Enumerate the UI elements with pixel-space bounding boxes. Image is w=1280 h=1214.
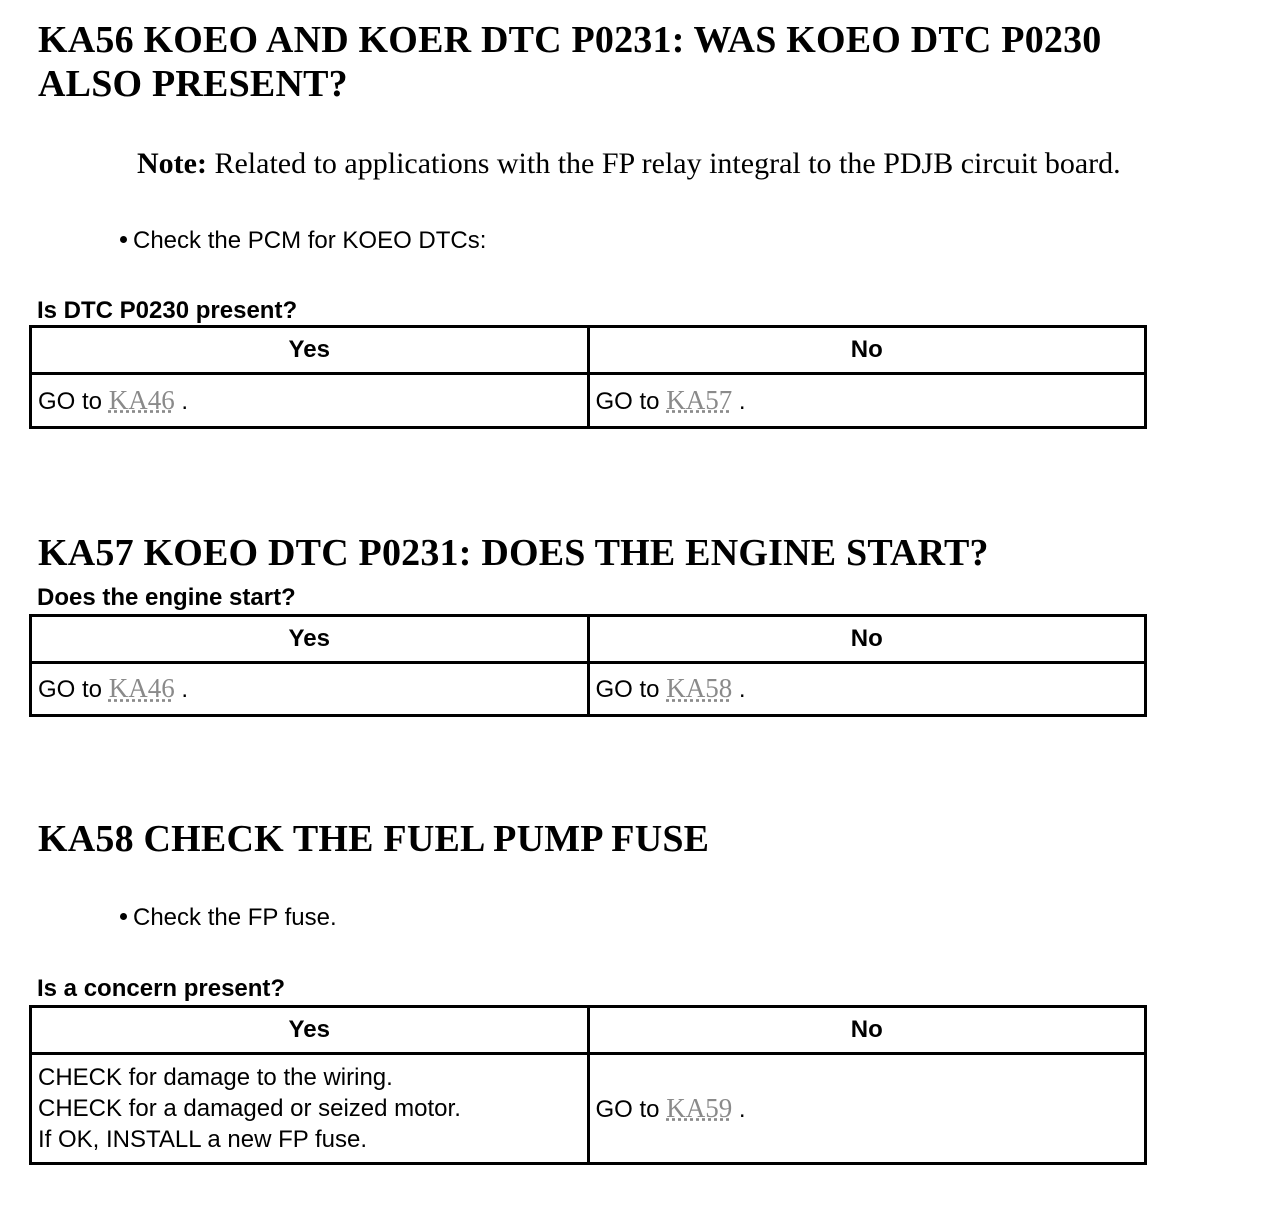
- no-prefix: GO to: [595, 387, 660, 415]
- yes-header: Yes: [31, 616, 589, 663]
- table-row: [31, 374, 1146, 428]
- yes-suffix: .: [181, 676, 189, 703]
- no-header: No: [588, 327, 1146, 374]
- table-header-row: [31, 616, 1146, 663]
- no-suffix: .: [738, 1095, 746, 1123]
- no-header: No: [588, 1007, 1146, 1054]
- yes-no-table-ka58: [29, 1005, 1147, 1165]
- link-ka46[interactable]: KA46: [108, 384, 175, 415]
- link-ka46[interactable]: KA46: [108, 673, 175, 703]
- note-text: Related to applications with the FP relay integral to the PDJB circuit board.: [214, 147, 1121, 180]
- no-suffix: .: [738, 676, 746, 703]
- yes-prefix: GO to: [38, 676, 103, 703]
- table-row: [31, 663, 1146, 716]
- no-prefix: GO to: [595, 676, 660, 703]
- table-header-row: [31, 327, 1146, 374]
- note: [137, 146, 1121, 182]
- yes-header: Yes: [31, 327, 589, 374]
- table-row: [31, 1054, 1146, 1164]
- yes-line-3: If OK, INSTALL a new FP fuse.: [38, 1126, 368, 1153]
- link-ka57[interactable]: KA57: [666, 384, 733, 415]
- yes-prefix: GO to: [38, 387, 103, 415]
- bullet-icon: [120, 236, 127, 243]
- bullet-item: [120, 227, 486, 255]
- heading-line-2: ALSO PRESENT?: [38, 63, 348, 105]
- yes-cell: [31, 663, 589, 716]
- question-ka56: Is DTC P0230 present?: [37, 297, 298, 324]
- no-cell: [588, 374, 1146, 428]
- yes-line-1: CHECK for damage to the wiring.: [38, 1064, 393, 1091]
- yes-header: Yes: [31, 1007, 589, 1054]
- question-ka58: Is a concern present?: [37, 975, 286, 1002]
- no-prefix: GO to: [595, 1095, 660, 1123]
- bullet-item: [120, 904, 337, 932]
- no-suffix: .: [738, 387, 746, 415]
- table-header-row: [31, 1007, 1146, 1054]
- no-cell: [588, 663, 1146, 716]
- no-cell: [588, 1054, 1146, 1164]
- no-header: No: [588, 616, 1146, 663]
- note-label: Note:: [137, 147, 207, 180]
- bullet-icon: [120, 913, 127, 920]
- yes-no-table-ka56: [29, 325, 1147, 429]
- yes-no-table-ka57: [29, 614, 1147, 717]
- link-ka58[interactable]: KA58: [666, 673, 733, 703]
- yes-cell: [31, 1054, 589, 1164]
- link-ka59[interactable]: KA59: [666, 1092, 733, 1123]
- question-ka57: Does the engine start?: [37, 584, 296, 611]
- yes-line-2: CHECK for a damaged or seized motor.: [38, 1095, 461, 1122]
- heading-line-1: KA56 KOEO AND KOER DTC P0231: WAS KOEO DTC P0230: [38, 19, 1102, 61]
- yes-cell: [31, 374, 589, 428]
- bullet-text: Check the FP fuse.: [133, 904, 337, 931]
- section-heading-ka58: KA58 CHECK THE FUEL PUMP FUSE: [38, 818, 710, 860]
- section-heading-ka57: KA57 KOEO DTC P0231: DOES THE ENGINE START?: [38, 532, 989, 574]
- section-heading-ka56: [38, 18, 1102, 106]
- bullet-text: Check the PCM for KOEO DTCs:: [133, 227, 487, 254]
- yes-suffix: .: [181, 387, 189, 415]
